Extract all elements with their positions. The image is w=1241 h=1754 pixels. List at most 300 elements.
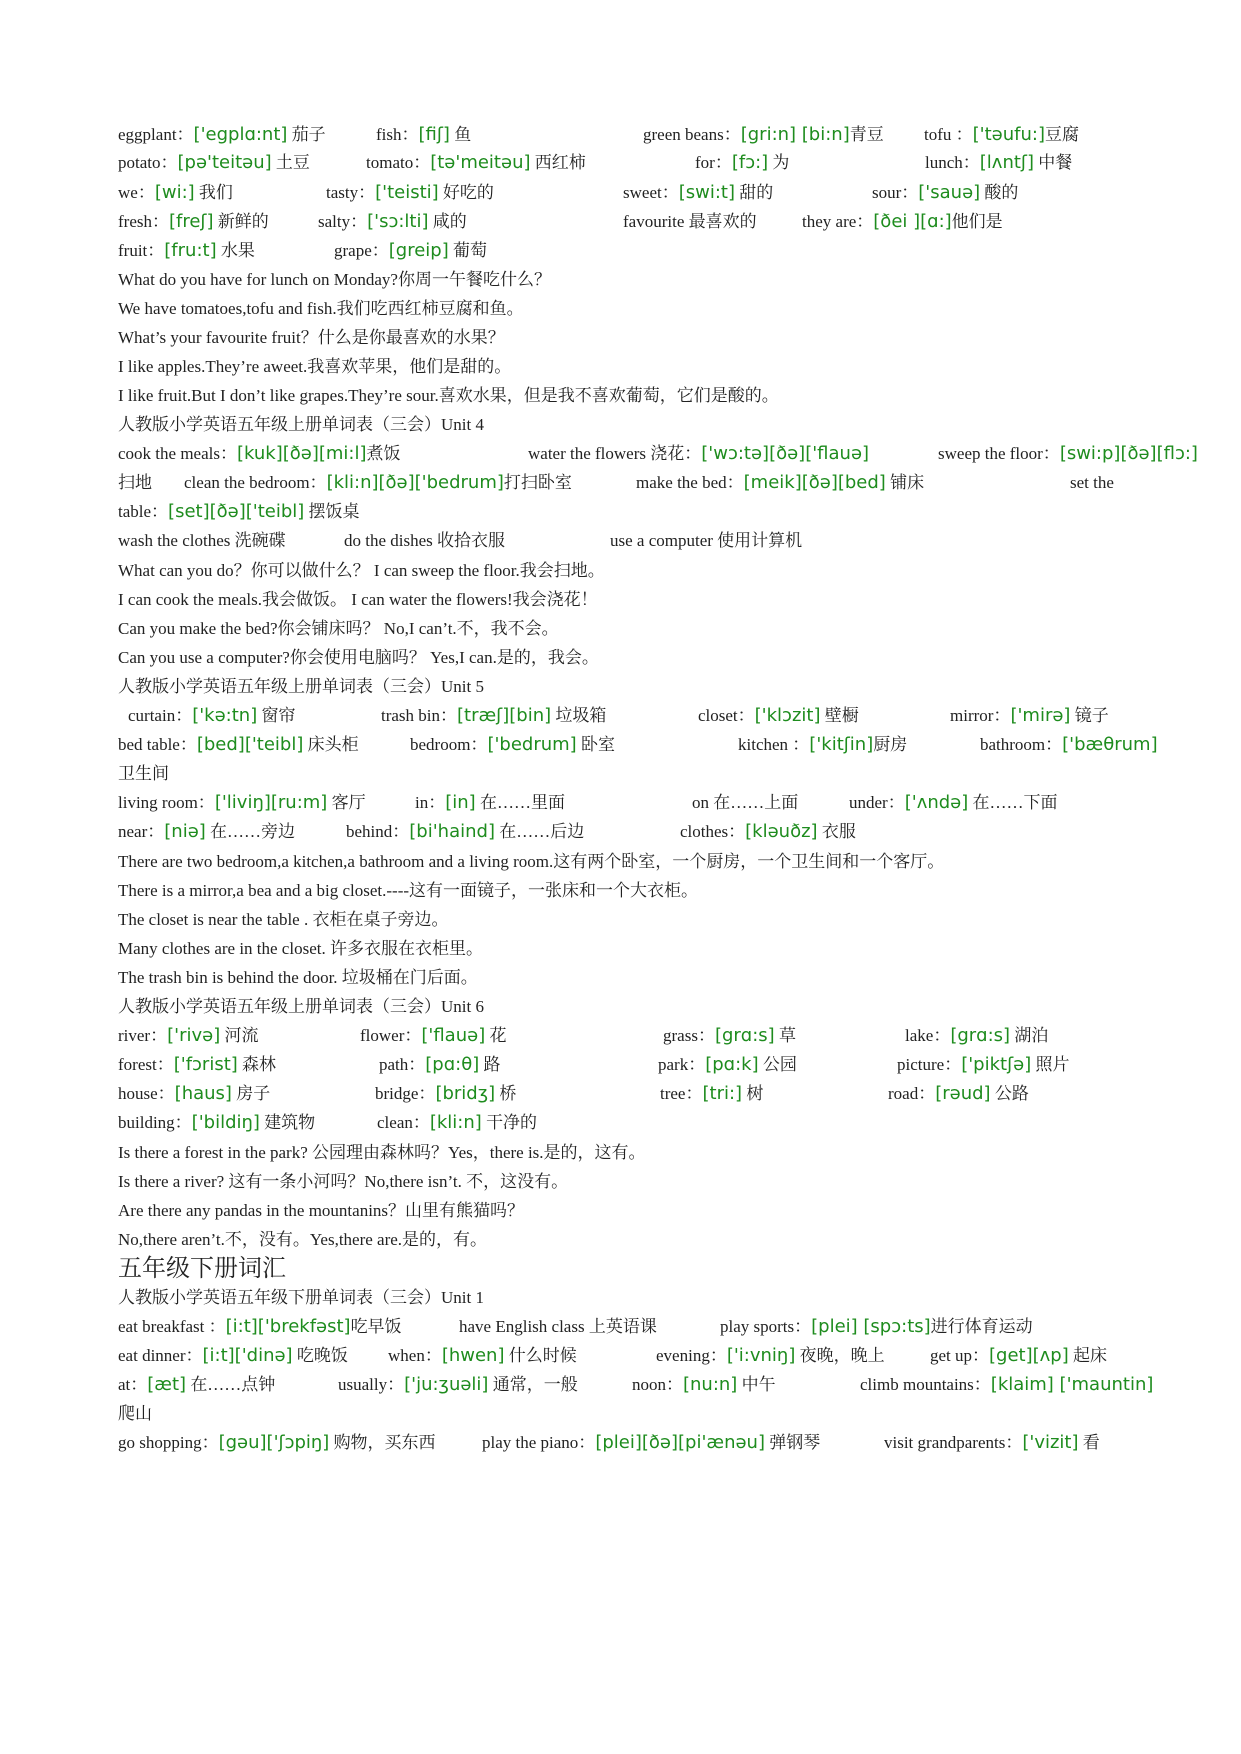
vocab-entry <box>924 120 1079 150</box>
entry-text: play sports： <box>720 1317 812 1336</box>
entry-text: climb mountains： <box>860 1375 991 1394</box>
vocab-entry <box>118 992 484 1022</box>
vocab-entry <box>334 236 487 266</box>
vocab-entry <box>888 1079 1029 1109</box>
text-line <box>118 207 1198 237</box>
entry-text: Can you use a computer?你会使用电脑吗？ Yes,I can.是的，我会。 <box>118 648 599 667</box>
vocab-entry <box>695 148 789 178</box>
entry-text: The closet is near the table . 衣柜在桌子旁边。 <box>118 910 449 929</box>
phonetic-transcription: [æt] <box>147 1374 187 1395</box>
vocab-entry <box>118 817 295 847</box>
vocab-entry <box>930 1341 1107 1371</box>
entry-text: eggplant： <box>118 125 194 144</box>
text-line <box>118 120 1198 150</box>
entry-text: set the <box>1070 473 1114 492</box>
phonetic-transcription: [fɔ:] <box>731 152 769 173</box>
entry-text: 桥 <box>495 1084 517 1103</box>
vocab-entry <box>849 788 1058 818</box>
phonetic-transcription: ['ju:ʒuəli] <box>404 1374 489 1395</box>
vocab-entry <box>118 352 511 382</box>
entry-text: 水果 <box>216 241 255 260</box>
entry-text: 摆饭桌 <box>304 502 360 521</box>
entry-text: potato： <box>118 153 178 172</box>
vocab-entry <box>1070 468 1114 498</box>
entry-text: 酸的 <box>980 183 1019 202</box>
phonetic-transcription: [kləuðz] <box>745 821 818 842</box>
text-line <box>118 934 1198 964</box>
phonetic-transcription: ['piktʃə] <box>961 1054 1032 1075</box>
entry-text: 花 <box>485 1026 507 1045</box>
text-line <box>118 236 1198 266</box>
phonetic-transcription: ['ʌndə] <box>904 792 969 813</box>
entry-text: clean： <box>377 1113 430 1132</box>
phonetic-transcription: ['liviŋ][ru:m] <box>214 792 328 813</box>
phonetic-transcription: [bed]['teibl] <box>196 734 304 755</box>
text-line <box>118 294 1198 324</box>
vocab-entry <box>118 556 605 586</box>
entry-text: 五年级下册词汇 <box>118 1256 286 1282</box>
entry-text: 垃圾箱 <box>551 706 607 725</box>
vocab-entry <box>118 1225 487 1255</box>
entry-text: I can cook the meals.我会做饭。 I can water the flowers!我会浇花！ <box>118 590 598 609</box>
entry-text: mirror： <box>950 706 1011 725</box>
entry-text: 客厅 <box>327 793 366 812</box>
entry-text: What can you do？你可以做什么？ I can sweep the floor.我会扫地。 <box>118 561 605 580</box>
vocab-entry <box>118 207 269 237</box>
entry-text: kitchen ： <box>738 735 810 754</box>
text-line <box>118 1399 1198 1429</box>
entry-text: Can you make the bed?你会铺床吗？ No,I can’t.不，我不会。 <box>118 619 559 638</box>
phonetic-transcription: [haus] <box>174 1083 232 1104</box>
entry-text: grass： <box>663 1026 715 1045</box>
vocab-entry <box>658 1050 797 1080</box>
phonetic-transcription: [grɑ:s] <box>950 1025 1011 1046</box>
phonetic-transcription: [fiʃ] <box>418 124 450 145</box>
phonetic-transcription: ['bedrum] <box>487 734 577 755</box>
vocab-entry <box>118 1108 315 1138</box>
entry-text: 爬山 <box>118 1404 152 1423</box>
phonetic-transcription: [tə'meitəu] <box>430 152 531 173</box>
entry-text: 煮饭 <box>366 444 401 463</box>
phonetic-transcription: ['mirə] <box>1010 705 1071 726</box>
vocab-entry <box>118 876 698 906</box>
vocab-entry <box>375 1079 516 1109</box>
entry-text: bathroom： <box>980 735 1063 754</box>
vocab-entry <box>118 963 478 993</box>
entry-text: 夜晚，晚上 <box>795 1346 885 1365</box>
text-line <box>118 468 1198 498</box>
entry-text: 人教版小学英语五年级下册单词表（三会）Unit 1 <box>118 1288 484 1307</box>
entry-text: 葡萄 <box>448 241 487 260</box>
text-line <box>118 1021 1198 1051</box>
entry-text: lunch： <box>925 153 980 172</box>
entry-text: We have tomatoes,tofu and fish.我们吃西红柿豆腐和鱼。 <box>118 299 524 318</box>
vocab-entry <box>118 1138 646 1168</box>
text-line <box>118 1428 1198 1458</box>
entry-text: 路 <box>479 1055 501 1074</box>
entry-text: 咸的 <box>428 212 467 231</box>
text-line <box>118 1196 1198 1226</box>
vocab-entry <box>528 439 869 469</box>
entry-text: building： <box>118 1113 192 1132</box>
phonetic-transcription: [bi'haind] <box>409 821 495 842</box>
entry-text: 卧室 <box>576 735 615 754</box>
entry-text: clothes： <box>680 822 746 841</box>
vocab-entry <box>623 207 757 237</box>
vocab-entry <box>118 1428 436 1458</box>
phonetic-transcription: ['kə:tn] <box>192 705 258 726</box>
entry-text: 草 <box>774 1026 796 1045</box>
text-line <box>118 439 1198 469</box>
entry-text: 人教版小学英语五年级上册单词表（三会）Unit 5 <box>118 677 484 696</box>
entry-text: evening： <box>656 1346 727 1365</box>
text-line <box>118 265 1198 295</box>
phonetic-transcription: ['teisti] <box>375 182 439 203</box>
entry-text: 卫生间 <box>118 764 169 783</box>
entry-text: 照片 <box>1031 1055 1070 1074</box>
vocab-entry <box>118 847 944 877</box>
phonetic-transcription: ['təufu:] <box>972 124 1045 145</box>
entry-text: 好吃的 <box>438 183 494 202</box>
phonetic-transcription: [wi:] <box>154 182 195 203</box>
vocab-entry <box>118 236 255 266</box>
entry-text: 他们是 <box>951 212 1003 231</box>
phonetic-transcription: ['bildiŋ] <box>191 1112 260 1133</box>
entry-text: 中午 <box>737 1375 776 1394</box>
vocab-entry <box>118 1312 402 1342</box>
entry-text: salty： <box>318 212 368 231</box>
entry-text: 吃晚饭 <box>292 1346 348 1365</box>
phonetic-transcription: [ðei ][ɑ:] <box>873 211 952 232</box>
entry-text: 中餐 <box>1034 153 1073 172</box>
entry-text: flower： <box>360 1026 422 1045</box>
entry-text: 厨房 <box>873 735 908 754</box>
text-line <box>118 148 1198 178</box>
entry-text: Many clothes are in the closet. 许多衣服在衣柜里。 <box>118 939 483 958</box>
vocab-entry <box>346 817 584 847</box>
vocab-entry <box>118 120 326 150</box>
entry-text: fresh： <box>118 212 169 231</box>
phonetic-transcription: ['wɔ:tə][ðə]['flauə] <box>701 443 870 464</box>
phonetic-transcription: [fru:t] <box>164 240 217 261</box>
entry-text: house： <box>118 1084 175 1103</box>
phonetic-transcription: [get][ʌp] <box>989 1345 1069 1366</box>
entry-text: usually： <box>338 1375 405 1394</box>
entry-text: 土豆 <box>271 153 310 172</box>
vocab-entry <box>118 178 233 208</box>
vocab-entry <box>872 178 1018 208</box>
entry-text: do the dishes 收拾衣服 <box>344 531 506 550</box>
entry-text: sour： <box>872 183 919 202</box>
phonetic-transcription: [swi:p][ðə][flɔ:] <box>1059 443 1198 464</box>
entry-text: living room： <box>118 793 215 812</box>
entry-text: sweet： <box>623 183 679 202</box>
entry-text: 床头柜 <box>303 735 359 754</box>
phonetic-transcription: [rəud] <box>935 1083 991 1104</box>
entry-text: curtain： <box>128 706 193 725</box>
entry-text: 茄子 <box>287 125 326 144</box>
entry-text: 河流 <box>220 1026 259 1045</box>
vocab-entry <box>118 381 779 411</box>
phonetic-transcription: ['vizit] <box>1022 1432 1079 1453</box>
entry-text: path： <box>379 1055 426 1074</box>
entry-text: 镜子 <box>1070 706 1109 725</box>
text-line <box>118 701 1198 731</box>
phonetic-transcription: ['bæθrum] <box>1062 734 1158 755</box>
text-line <box>118 759 1198 789</box>
vocab-entry <box>381 701 606 731</box>
entry-text: tree： <box>660 1084 703 1103</box>
vocab-entry <box>118 148 310 178</box>
vocab-entry <box>632 1370 776 1400</box>
text-line <box>118 1108 1198 1138</box>
entry-text: park： <box>658 1055 706 1074</box>
entry-text: eat dinner： <box>118 1346 203 1365</box>
entry-text: at： <box>118 1375 148 1394</box>
entry-text: 在……下面 <box>968 793 1058 812</box>
phonetic-transcription: [swi:t] <box>678 182 735 203</box>
vocab-entry <box>950 701 1109 731</box>
vocab-entry <box>656 1341 885 1371</box>
vocab-entry <box>377 1108 537 1138</box>
text-line <box>118 992 1198 1022</box>
phonetic-transcription: [i:t]['dinə] <box>202 1345 293 1366</box>
entry-text: trash bin： <box>381 706 458 725</box>
entry-text: 进行体育运动 <box>930 1317 1033 1336</box>
vocab-entry <box>980 730 1158 760</box>
vocab-entry <box>663 1021 796 1051</box>
text-line <box>118 497 1198 527</box>
text-line <box>118 1370 1198 1400</box>
vocab-entry <box>860 1370 1153 1400</box>
entry-text: wash the clothes 洗碗碟 <box>118 531 286 550</box>
vocab-entry <box>720 1312 1033 1342</box>
text-line <box>118 905 1198 935</box>
text-line <box>118 352 1198 382</box>
phonetic-transcription: [pə'teitəu] <box>177 152 272 173</box>
text-line <box>118 1138 1198 1168</box>
entry-text: 新鲜的 <box>213 212 269 231</box>
entry-text: 我们 <box>194 183 233 202</box>
entry-text: green beans： <box>643 125 741 144</box>
entry-text: get up： <box>930 1346 990 1365</box>
vocab-entry <box>118 468 152 498</box>
entry-text: we： <box>118 183 155 202</box>
vocab-entry <box>118 294 524 324</box>
vocab-entry <box>118 497 360 527</box>
vocab-entry <box>118 1196 524 1226</box>
vocab-entry <box>118 788 366 818</box>
entry-text: fruit： <box>118 241 165 260</box>
entry-text: 起床 <box>1068 1346 1108 1365</box>
phonetic-transcription: ['sauə] <box>918 182 981 203</box>
entry-text: noon： <box>632 1375 683 1394</box>
phonetic-transcription: [gri:n] [bi:n] <box>740 124 850 145</box>
vocab-entry <box>338 1370 578 1400</box>
entry-text: when： <box>388 1346 442 1365</box>
entry-text: in： <box>415 793 446 812</box>
text-line <box>118 788 1198 818</box>
vocab-entry <box>884 1428 1100 1458</box>
entry-text: 房子 <box>231 1084 271 1103</box>
entry-text: bridge： <box>375 1084 436 1103</box>
phonetic-transcription: [kli:n][ðə]['bedrum] <box>326 472 504 493</box>
vocab-entry <box>938 439 1198 469</box>
vocab-entry <box>415 788 565 818</box>
vocab-entry <box>118 410 484 440</box>
phonetic-transcription: ['i:vniŋ] <box>726 1345 796 1366</box>
vocab-entry <box>118 1079 270 1109</box>
vocab-entry <box>379 1050 501 1080</box>
vocab-entry <box>344 526 505 556</box>
entry-text: bedroom： <box>410 735 488 754</box>
entry-text: 打扫卧室 <box>503 473 572 492</box>
entry-text: forest： <box>118 1055 174 1074</box>
entry-text: 窗帘 <box>257 706 296 725</box>
entry-text: water the flowers 浇花： <box>528 444 702 463</box>
entry-text: 森林 <box>237 1055 277 1074</box>
entry-text: visit grandparents： <box>884 1433 1023 1452</box>
entry-text: for： <box>695 153 732 172</box>
vocab-entry <box>905 1021 1048 1051</box>
vocab-entry <box>623 178 773 208</box>
vocab-entry <box>660 1079 763 1109</box>
entry-text: on 在……上面 <box>692 793 799 812</box>
entry-text: 铺床 <box>885 473 925 492</box>
entry-text: 扫地 <box>118 473 152 492</box>
entry-text: 衣服 <box>817 822 856 841</box>
text-line <box>118 963 1198 993</box>
entry-text: table： <box>118 502 169 521</box>
phonetic-transcription: ['fɔrist] <box>173 1054 238 1075</box>
entry-text: There are two bedroom,a kitchen,a bathroom and a living room.这有两个卧室，一个厨房，一个卫生间和一个客厅。 <box>118 852 945 871</box>
phonetic-transcription: [i:t]['brekfəst] <box>225 1316 351 1337</box>
vocab-entry <box>802 207 1003 237</box>
entry-text: tomato： <box>366 153 431 172</box>
phonetic-transcription: ['kitʃin] <box>809 734 874 755</box>
text-line <box>118 178 1198 208</box>
entry-text: 人教版小学英语五年级上册单词表（三会）Unit 6 <box>118 997 484 1016</box>
phonetic-transcription: [grɑ:s] <box>714 1025 775 1046</box>
entry-text: 在……里面 <box>475 793 565 812</box>
entry-text: tofu ： <box>924 125 973 144</box>
entry-text: There is a mirror,a bea and a big closet.----这有一面镜子，一张床和一个大衣柜。 <box>118 881 699 900</box>
phonetic-transcription: [set][ðə]['teibl] <box>168 501 305 522</box>
entry-text: Is there a forest in the park? 公园理由森林吗？Yes，there is.是的，这有。 <box>118 1143 646 1162</box>
entry-text: play the piano： <box>482 1433 596 1452</box>
vocab-entry <box>692 788 798 818</box>
entry-text: Are there any pandas in the mountanins？山里有熊猫吗？ <box>118 1201 525 1220</box>
entry-text: closet： <box>698 706 755 725</box>
vocab-entry <box>360 1021 506 1051</box>
vocab-entry <box>118 1167 568 1197</box>
phonetic-transcription: [niə] <box>164 821 206 842</box>
entry-text: tasty： <box>326 183 376 202</box>
vocab-entry <box>680 817 856 847</box>
vocab-entry <box>118 759 169 789</box>
text-line <box>118 847 1198 877</box>
entry-text: cook the meals： <box>118 444 237 463</box>
text-line <box>118 526 1198 556</box>
text-line <box>118 1079 1198 1109</box>
entry-text: picture： <box>897 1055 962 1074</box>
text-line <box>118 1167 1198 1197</box>
phonetic-transcription: [pɑ:k] <box>705 1054 759 1075</box>
entry-text: lake： <box>905 1026 951 1045</box>
text-line <box>118 381 1198 411</box>
vocab-entry <box>118 439 401 469</box>
vocab-entry <box>184 468 572 498</box>
vocab-entry <box>118 585 598 615</box>
entry-text: 为 <box>768 153 790 172</box>
vocab-entry <box>118 1399 152 1429</box>
phonetic-transcription: ['rivə] <box>167 1025 221 1046</box>
entry-text: Is there a river? 这有一条小河吗？No,there isn’t. 不，这没有。 <box>118 1172 569 1191</box>
vocab-entry <box>326 178 494 208</box>
text-line <box>118 817 1198 847</box>
phonetic-transcription: [træʃ][bin] <box>457 705 552 726</box>
entry-text: under： <box>849 793 905 812</box>
entry-text: have English class 上英语课 <box>459 1317 657 1336</box>
vocab-entry <box>118 1283 484 1313</box>
vocab-entry <box>118 934 483 964</box>
vocab-entry <box>118 1050 276 1080</box>
entry-text: What do you have for lunch on Monday?你周一午餐吃什么？ <box>118 270 551 289</box>
entry-text: I like apples.They’re aweet.我喜欢苹果，他们是甜的。 <box>118 357 512 376</box>
text-line <box>118 1341 1198 1371</box>
vocab-entry <box>118 614 559 644</box>
entry-text: 什么时候 <box>504 1346 577 1365</box>
entry-text: 购物，买东西 <box>329 1433 436 1452</box>
text-line <box>118 323 1198 353</box>
entry-text: behind： <box>346 822 410 841</box>
entry-text: 人教版小学英语五年级上册单词表（三会）Unit 4 <box>118 415 484 434</box>
entry-text: near： <box>118 822 165 841</box>
vocab-entry <box>118 905 448 935</box>
vocab-entry <box>482 1428 820 1458</box>
entry-text: No,there aren’t.不，没有。Yes,there are.是的，有。 <box>118 1230 488 1249</box>
entry-text: river： <box>118 1026 168 1045</box>
entry-text: 通常，一般 <box>488 1375 578 1394</box>
entry-text: sweep the floor： <box>938 444 1060 463</box>
entry-text: The trash bin is behind the door. 垃圾桶在门后面。 <box>118 968 478 987</box>
entry-text: 吃早饭 <box>350 1317 402 1336</box>
vocab-entry <box>118 1254 286 1284</box>
phonetic-transcription: ['sɔ:lti] <box>367 211 429 232</box>
entry-text: bed table： <box>118 735 197 754</box>
entry-text: I like fruit.But I don’t like grapes.They’re sour.喜欢水果，但是我不喜欢葡萄，它们是酸的。 <box>118 386 779 405</box>
entry-text: go shopping： <box>118 1433 219 1452</box>
phonetic-transcription: [lʌntʃ] <box>979 152 1034 173</box>
phonetic-transcription: [meik][ðə][bed] <box>743 472 886 493</box>
entry-text: 干净的 <box>481 1113 538 1132</box>
text-line <box>118 876 1198 906</box>
vocab-entry <box>459 1312 657 1342</box>
vocab-entry <box>118 265 551 295</box>
text-line <box>118 585 1198 615</box>
vocab-entry <box>118 1021 258 1051</box>
text-line <box>118 1050 1198 1080</box>
vocab-entry <box>118 643 599 673</box>
entry-text: 建筑物 <box>259 1113 316 1132</box>
text-line <box>118 672 1198 702</box>
text-line <box>118 556 1198 586</box>
text-line <box>118 410 1198 440</box>
vocab-entry <box>636 468 924 498</box>
vocab-entry <box>410 730 615 760</box>
text-line <box>118 730 1198 760</box>
entry-text: 公园 <box>758 1055 797 1074</box>
